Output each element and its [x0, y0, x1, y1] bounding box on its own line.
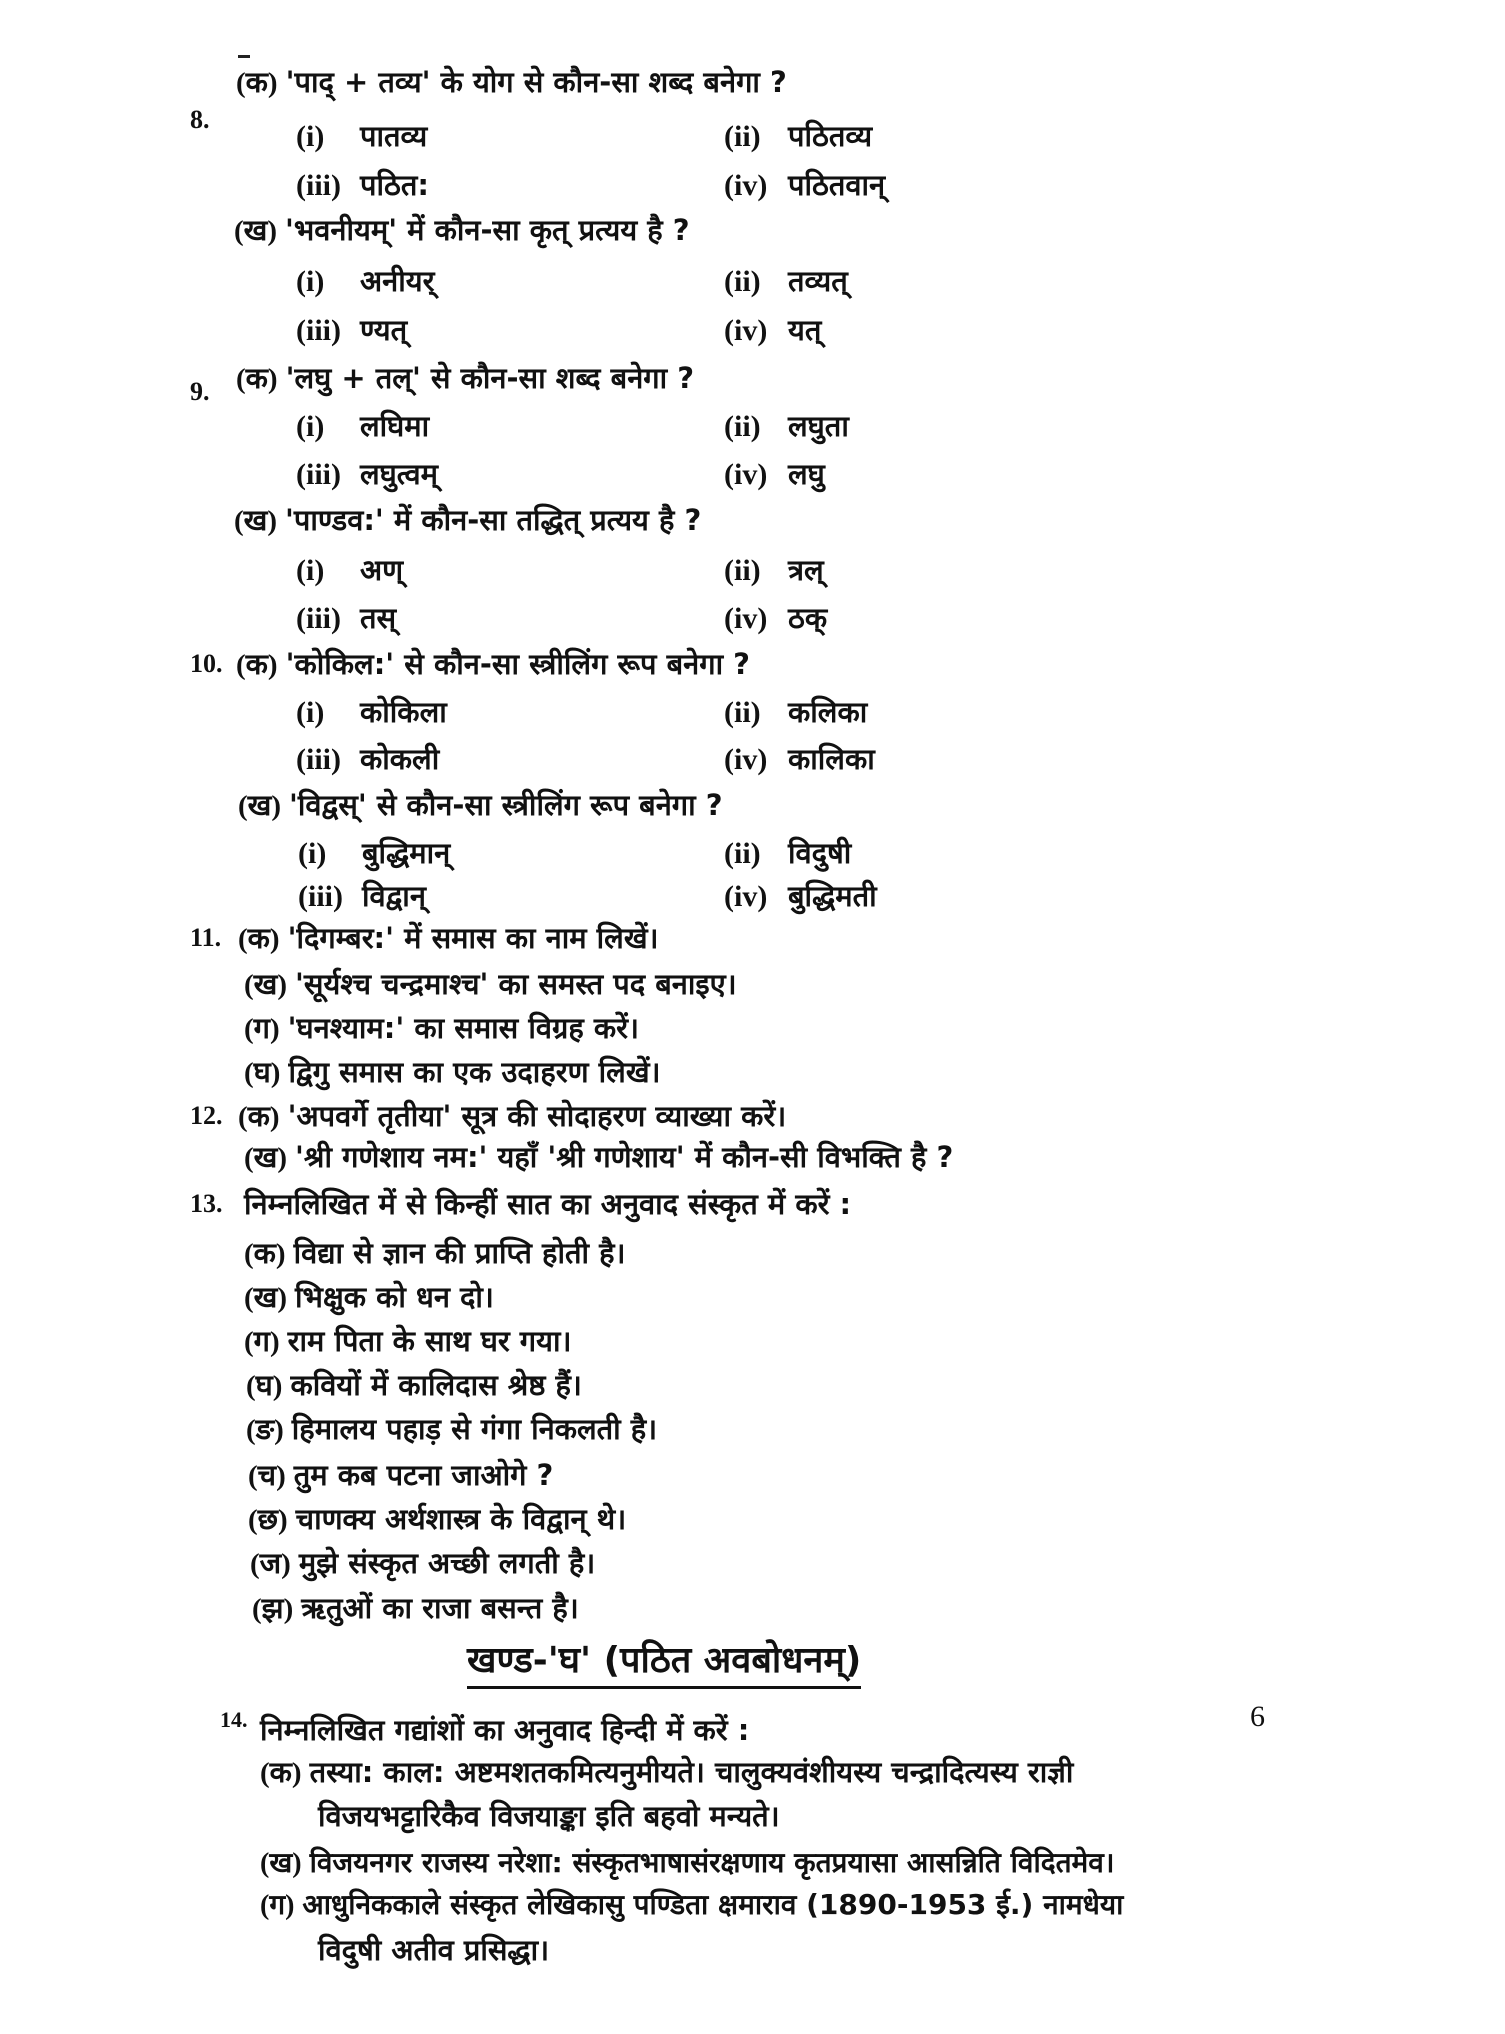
option-text: ण्यत् [360, 313, 408, 347]
passage-part [260, 1885, 1123, 1926]
question-13-text: निम्नलिखित में से किन्हीं सात का अनुवाद संस्कृत में करें : [244, 1187, 852, 1221]
question-number: 13. [190, 1189, 223, 1218]
option-text: लघुता [788, 409, 849, 443]
part-label: (ख) [260, 1848, 302, 1879]
question-13-part [250, 1543, 595, 1584]
question-number: 8. [190, 105, 210, 134]
passage-text: आधुनिककाले संस्कृत लेखिकासु पण्डिता क्षमाराव (1890-1953 ई.) नामधेया [302, 1888, 1124, 1921]
option-label: (iii) [296, 169, 341, 202]
option-text: लघिमा [360, 409, 430, 443]
question-8a [236, 62, 787, 103]
part-label: (ङ) [246, 1414, 284, 1446]
question-text: ऋतुओं का राजा बसन्त है। [301, 1591, 579, 1625]
question-8b [234, 210, 690, 251]
option-label: (iv) [724, 880, 768, 913]
question-text: द्विगु समास का एक उदाहरण लिखें। [288, 1055, 661, 1089]
question-text: 'लघु + तल्' से कौन-सा शब्द बनेगा ? [285, 361, 695, 395]
part-label: (ख) [234, 215, 278, 247]
question-13-part [248, 1499, 626, 1540]
option-text: पातव्य [360, 119, 428, 153]
option-text: लघु [788, 457, 825, 491]
option [724, 261, 848, 302]
option [724, 310, 821, 351]
part-label: (क) [236, 649, 278, 681]
option-label: (iii) [296, 458, 341, 491]
question-text: हिमालय पहाड़ से गंगा निकलती है। [291, 1412, 658, 1446]
question-text: 'भवनीयम्' में कौन-सा कृत् प्रत्यय है ? [285, 213, 690, 247]
question-text: विद्या से ज्ञान की प्राप्ति होती है। [293, 1236, 626, 1270]
option [296, 454, 438, 495]
question-text: चाणक्य अर्थशास्त्र के विद्वान् थे। [295, 1502, 627, 1536]
question-text: कवियों में कालिदास श्रेष्ठ हैं। [290, 1368, 582, 1402]
part-label: (क) [260, 1757, 302, 1789]
option-text: कोकिला [360, 695, 447, 729]
stray-mark [238, 55, 250, 58]
question-text: 'सूर्यश्च चन्द्रमाश्च' का समस्त पद बनाइए। [295, 967, 737, 1001]
option-label: (iv) [724, 314, 768, 347]
option [724, 454, 825, 495]
option [296, 406, 429, 447]
part-label: (ग) [260, 1890, 295, 1921]
question-text: 'पाद् + तव्य' के योग से कौन-सा शब्द बनेगा ? [285, 65, 787, 99]
part-label: (घ) [246, 1370, 283, 1402]
option [296, 739, 439, 780]
question-text: 'दिगम्बर:' में समास का नाम लिखें। [287, 921, 659, 955]
option [296, 692, 447, 733]
question-text: 'अपवर्गे तृतीया' सूत्र की सोदाहरण व्याख्या करें। [287, 1099, 787, 1133]
question-13-part [248, 1455, 553, 1496]
part-label: (झ) [252, 1593, 294, 1625]
question-text: 'पाण्डव:' में कौन-सा तद्धित् प्रत्यय है ? [285, 503, 702, 537]
option-label: (i) [298, 837, 327, 870]
part-label: (ख) [244, 969, 288, 1001]
part-label: (ज) [250, 1548, 291, 1580]
option-label: (ii) [724, 410, 761, 443]
question-number: 11. [190, 923, 222, 952]
option [298, 833, 450, 874]
part-label: (ख) [244, 1282, 288, 1314]
part-label: (घ) [244, 1057, 281, 1089]
part-label: (ग) [244, 1013, 280, 1045]
part-label: (ख) [234, 505, 278, 537]
option-label: (i) [296, 554, 325, 587]
part-label: (क) [244, 1238, 286, 1270]
option [296, 550, 403, 591]
option-text: कालिका [788, 742, 875, 776]
question-11-part [244, 964, 737, 1005]
option-text: अण् [360, 553, 404, 587]
option-text: विद्वान् [362, 879, 426, 913]
question-13-part [252, 1588, 579, 1629]
question-10a [236, 644, 750, 685]
part-label: (क) [236, 67, 278, 99]
option-label: (ii) [724, 265, 761, 298]
option [724, 116, 872, 157]
question-number: 12. [190, 1101, 223, 1130]
option [296, 116, 427, 157]
option-text: तस् [360, 601, 397, 635]
option-label: (ii) [724, 120, 761, 153]
option-text: विदुषी [788, 836, 852, 870]
option-text: पठितवान् [788, 168, 886, 202]
question-12-part [238, 1096, 786, 1137]
question-text: 'विद्वस्' से कौन-सा स्त्रीलिंग रूप बनेगा ? [289, 788, 723, 822]
option-text: लघुत्वम् [360, 457, 438, 491]
question-11-part [238, 918, 659, 959]
option-text: कलिका [788, 695, 868, 729]
option [298, 876, 426, 917]
option-label: (i) [296, 120, 325, 153]
passage-continuation: विदुषी अतीव प्रसिद्धा। [318, 1933, 550, 1967]
option-label: (ii) [724, 696, 761, 729]
option-text: त्रल् [788, 553, 824, 587]
option [724, 165, 885, 206]
option-label: (iv) [724, 743, 768, 776]
question-text: राम पिता के साथ घर गया। [287, 1324, 572, 1358]
question-number: 9. [190, 377, 210, 406]
option-text: कोकली [360, 742, 440, 776]
option-label: (iv) [724, 602, 768, 635]
option-text: ठक् [788, 601, 828, 635]
option-label: (iv) [724, 169, 768, 202]
option-label: (iv) [724, 458, 768, 491]
question-text: मुझे संस्कृत अच्छी लगती है। [298, 1546, 596, 1580]
question-12-part [244, 1137, 953, 1178]
part-label: (ग) [244, 1326, 280, 1358]
marks: 6 [1250, 1700, 1265, 1733]
passage-continuation: विजयभट्टारिकैव विजयाङ्का इति बहवो मन्यते। [318, 1799, 780, 1833]
question-text: भिक्षुक को धन दो। [295, 1280, 494, 1314]
question-text: तुम कब पटना जाओगे ? [293, 1458, 554, 1492]
option-label: (i) [296, 696, 325, 729]
part-label: (छ) [248, 1504, 288, 1536]
part-label: (क) [236, 363, 278, 395]
question-14-text: निम्नलिखित गद्यांशों का अनुवाद हिन्दी में करें : [260, 1713, 750, 1747]
option-label: (ii) [724, 837, 761, 870]
option [296, 310, 407, 351]
option [724, 692, 867, 733]
question-number: 14. [220, 1707, 248, 1732]
section-heading: खण्ड-'घ' (पठित अवबोधनम्) [467, 1638, 861, 1689]
question-9a [236, 358, 694, 399]
question-13-part [244, 1321, 571, 1362]
option [724, 833, 851, 874]
option [724, 598, 827, 639]
option-text: बुद्धिमती [788, 879, 877, 913]
option-text: बुद्धिमान् [362, 836, 451, 870]
question-number: 10. [190, 649, 223, 678]
question-9b [234, 500, 701, 541]
question-text: 'श्री गणेशाय नम:' यहाँ 'श्री गणेशाय' में कौन-सी विभक्ति है ? [295, 1140, 954, 1174]
option [296, 165, 429, 206]
part-label: (ख) [238, 790, 282, 822]
option-label: (iii) [298, 880, 343, 913]
question-text: 'कोकिल:' से कौन-सा स्त्रीलिंग रूप बनेगा ? [285, 647, 751, 681]
option [724, 550, 824, 591]
question-10b [238, 785, 723, 826]
option-label: (iii) [296, 743, 341, 776]
option-label: (iii) [296, 602, 341, 635]
passage-text: तस्या: काल: अष्टमशतकमित्यनुमीयते। चालुक्यवंशीयस्य चन्द्रादित्यस्य राज्ञी [309, 1755, 1074, 1789]
passage-text: विजयनगर राजस्य नरेशा: संस्कृतभाषासंरक्षणाय कृतप्रयासा आसन्निति विदितमेव। [309, 1846, 1115, 1879]
option-text: तव्यत् [788, 264, 848, 298]
passage-part [260, 1843, 1114, 1884]
option [724, 876, 877, 917]
option-label: (i) [296, 265, 325, 298]
part-label: (क) [238, 923, 280, 955]
option [724, 739, 875, 780]
part-label: (क) [238, 1101, 280, 1133]
question-11-part [244, 1052, 661, 1093]
question-13-part [244, 1277, 494, 1318]
question-text: 'घनश्याम:' का समास विग्रह करें। [287, 1011, 639, 1045]
option [296, 598, 396, 639]
question-13-part [246, 1365, 582, 1406]
question-11-part [244, 1008, 639, 1049]
option-text: अनीयर् [360, 264, 435, 298]
option [724, 406, 849, 447]
passage-part [260, 1752, 1073, 1793]
part-label: (च) [248, 1460, 286, 1492]
option [296, 261, 434, 302]
part-label: (ख) [244, 1142, 288, 1174]
option-text: पठितव्य [788, 119, 873, 153]
option-text: यत् [788, 313, 822, 347]
question-13-part [246, 1409, 657, 1450]
option-label: (iii) [296, 314, 341, 347]
option-text: पठित: [360, 168, 429, 202]
question-13-part [244, 1233, 626, 1274]
option-label: (i) [296, 410, 325, 443]
option-label: (ii) [724, 554, 761, 587]
